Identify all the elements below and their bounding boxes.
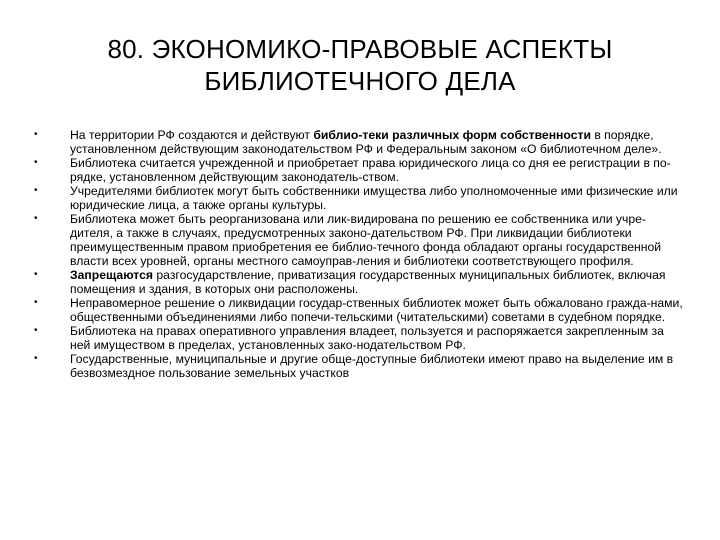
bullet-text (70, 296, 683, 324)
bullet-item-7 (34, 324, 686, 352)
bullet-item-2 (34, 156, 686, 184)
slide-title (60, 33, 660, 97)
bullet-body: Библиотека может быть реорганизована или лик-видирована по решению ее собственника или учре-дителя, а также в случаях, предусмотренных законо-дательством РФ. При ликвидации библиотеки преимущественным правом приобретения ее библио-течного фонда обладают органы государственной власти всех уровней, органы местного самоуправ-ления и библиотеки соответствующего профиля. (70, 212, 662, 268)
bullet-body: Государственные, муниципальные и другие обще-доступные библиотеки имеют право на выделение им в безвозмездное пользование земельных участков (70, 352, 674, 380)
bullet-text (70, 184, 678, 212)
bullet-body: в порядке, установленном действующим законодательством РФ и Федеральным законом «О библиотечном деле». (70, 128, 662, 156)
bullet-body: Библиотека считается учрежденной и приобретает права юридического лица со дня ее регистрации в по-рядке, установленном действующим законодатель-ством. (70, 156, 671, 184)
bullet-icon: • (34, 325, 38, 336)
bullet-item-5 (34, 268, 686, 296)
bullet-icon: • (34, 353, 38, 364)
bullet-body: Учредителями библиотек могут быть собственники имущества либо уполномоченные ими физические или юридические лица, а также органы культуры. (70, 184, 678, 212)
bullet-text (70, 352, 673, 380)
bullet-item-8 (34, 352, 686, 380)
slide-title-line-1: 80. ЭКОНОМИКО-ПРАВОВЫЕ АСПЕКТЫ (107, 34, 613, 64)
bullet-body: разгосударствление, приватизация государственных муниципальных библиотек, включая помещения и здания, в которых они расположены. (70, 268, 666, 296)
bullet-list (34, 128, 686, 380)
bullet-body: Неправомерное решение о ликвидации государ-ственных библиотек может быть обжаловано гражда-нами, общественными объединениями либо попечи-тельскими (читательскими) советами в судебном порядке. (70, 296, 683, 324)
bullet-text (70, 128, 662, 156)
bullet-prefix: На территории РФ создаются и действуют (70, 128, 314, 142)
bullet-item-1 (34, 128, 686, 156)
bullet-text (70, 212, 661, 268)
bullet-body: Библиотека на правах оперативного управления владеет, пользуется и распоряжается закрепленным за ней имуществом в пределах, установленных зако-нодательством РФ. (70, 324, 664, 352)
bullet-icon: • (34, 213, 38, 224)
bullet-item-4 (34, 212, 686, 268)
bullet-item-6 (34, 296, 686, 324)
bullet-item-3 (34, 184, 686, 212)
slide-title-line-2: БИБЛИОТЕЧНОГО ДЕЛА (204, 66, 516, 96)
bullet-text (70, 324, 664, 352)
bullet-icon: • (34, 269, 38, 280)
bullet-icon: • (34, 157, 38, 168)
bullet-text (70, 268, 666, 296)
bullet-icon: • (34, 129, 38, 140)
bullet-bold: Запрещаются (70, 268, 154, 282)
bullet-bold: библио-теки различных форм собственности (313, 128, 591, 142)
bullet-icon: • (34, 185, 38, 196)
bullet-icon: • (34, 297, 38, 308)
bullet-text (70, 156, 671, 184)
